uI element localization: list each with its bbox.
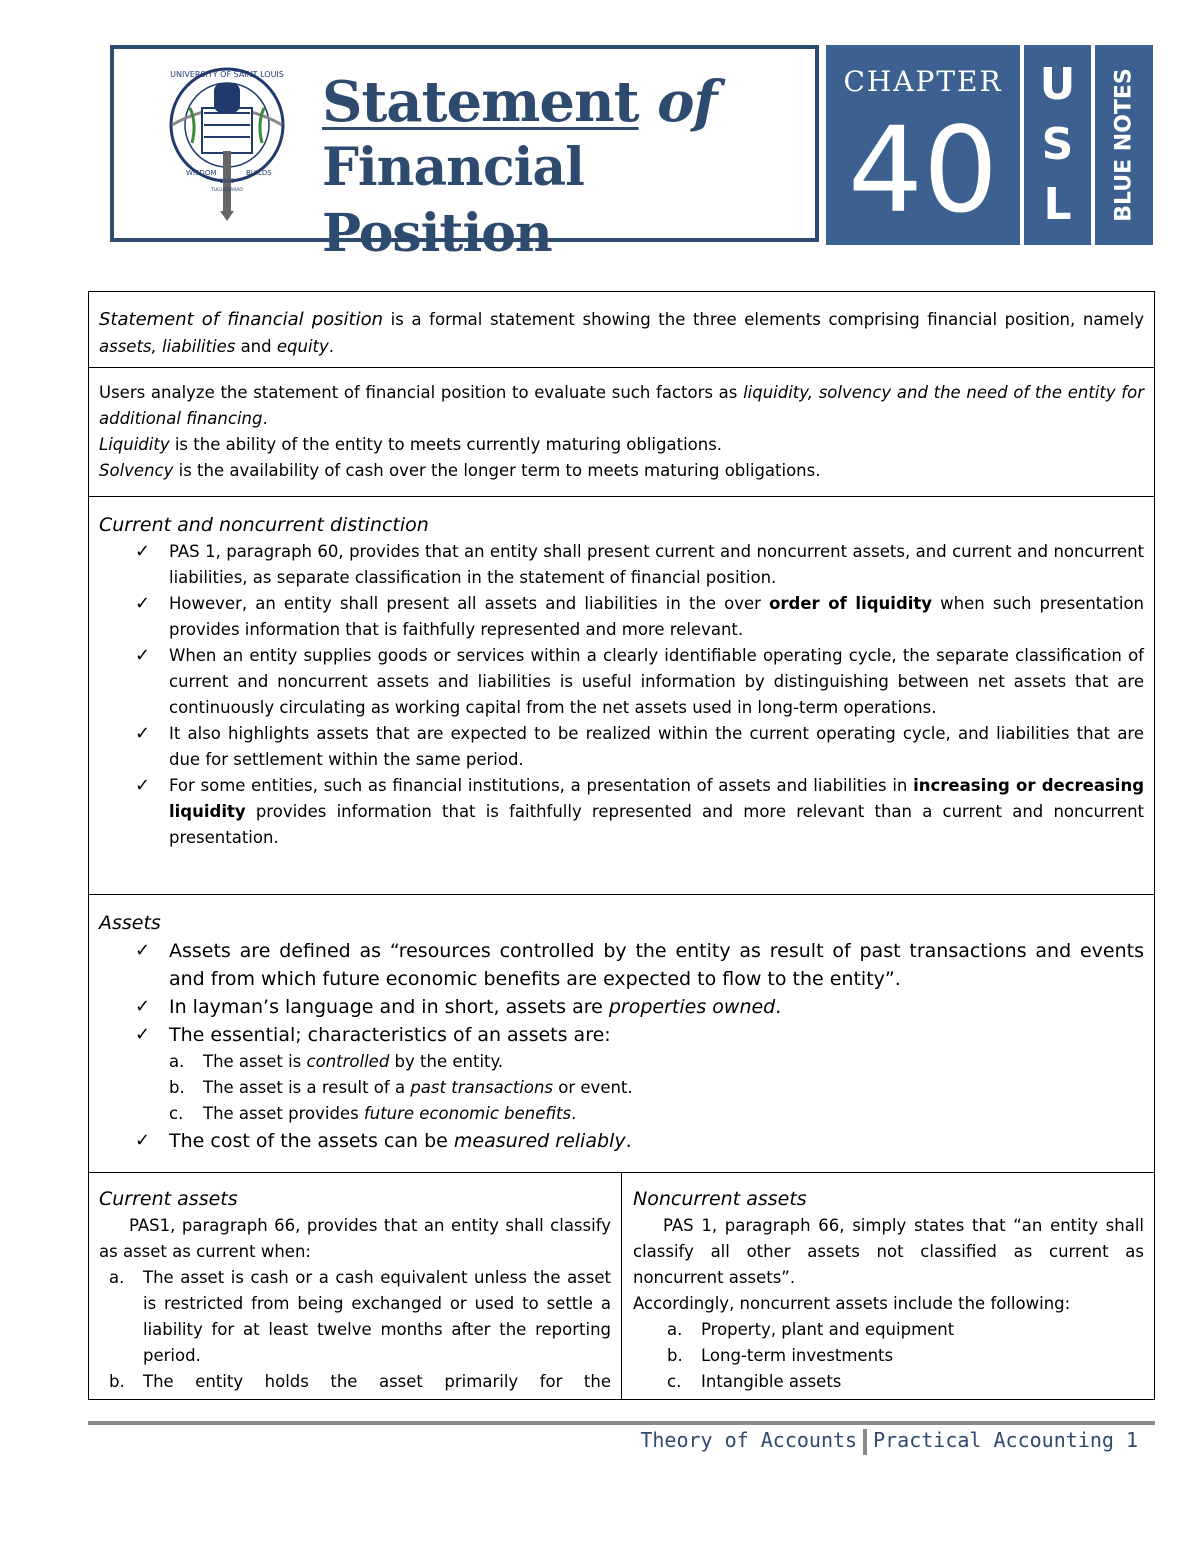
usl-badge	[1024, 45, 1091, 245]
usl-letter-u: U	[1039, 59, 1076, 110]
checkmark-icon: ✓	[135, 996, 151, 1017]
item-letter: a.	[169, 1052, 185, 1071]
properties-owned: properties owned	[608, 996, 776, 1018]
list-item	[135, 937, 1144, 993]
solvency-definition: is the availability of cash over the longer term to meets maturing obligations.	[173, 461, 821, 480]
checkmark-icon: ✓	[135, 1024, 151, 1045]
checkmark-icon: ✓	[135, 1130, 151, 1151]
list-item	[135, 1127, 1144, 1155]
row-divider	[89, 894, 1154, 895]
item-letter: a.	[667, 1320, 683, 1339]
title-word-statement: Statement	[322, 69, 639, 135]
list-item	[135, 773, 1144, 851]
svg-text:WISDOM: WISDOM	[186, 169, 217, 177]
chapter-label: CHAPTER	[843, 65, 1003, 98]
list-item	[135, 721, 1144, 773]
footer-subject: Theory of Accounts	[640, 1428, 858, 1452]
item-letter: c.	[667, 1372, 682, 1391]
list-item	[135, 1021, 1144, 1127]
period: .	[262, 409, 268, 428]
solvency-term: Solvency	[99, 461, 174, 480]
current-assets-list	[99, 1265, 611, 1395]
row-divider	[89, 367, 1154, 368]
item-text: Long-term investments	[701, 1346, 894, 1365]
row-divider	[89, 496, 1154, 497]
item-text: Assets are defined as “resources controlled by the entity as result of past transactions and events and from which future economic benefits are expected to flow to the entity”.	[169, 940, 1144, 990]
section-heading: Current assets	[99, 1188, 238, 1210]
liquidity-definition: is the ability of the entity to meets currently maturing obligations.	[169, 435, 723, 454]
term-statement: Statement of financial position	[99, 309, 384, 330]
section-heading: Assets	[99, 912, 161, 934]
item-text: The asset is a result of a	[203, 1078, 411, 1097]
period: .	[625, 1130, 632, 1152]
checkmark-icon: ✓	[135, 775, 151, 796]
checkmark-icon: ✓	[135, 645, 151, 666]
item-letter: c.	[169, 1104, 184, 1123]
list-item	[135, 993, 1144, 1021]
item-text: However, an entity shall present all assets and liabilities in the over	[169, 594, 770, 613]
and-text: and	[235, 337, 277, 356]
characteristics-list	[169, 1049, 1144, 1127]
item-text: The asset is	[203, 1052, 307, 1071]
item-text: when such presentation provides information that is faithfully represented and more relevant.	[169, 594, 1144, 639]
list-item	[135, 643, 1144, 721]
item-text: Intangible assets	[701, 1372, 842, 1391]
page-title	[322, 69, 815, 267]
order-of-liquidity: order of liquidity	[769, 594, 933, 613]
list-item	[169, 1101, 1144, 1127]
definition-text: is a formal statement showing the three elements comprising financial position, namely	[383, 310, 1145, 329]
noncurrent-assets-column	[623, 1185, 1154, 1395]
elements-assets-liabilities: assets, liabilities	[99, 337, 236, 356]
item-text: It also highlights assets that are expected to be realized within the current operating cycle, and liabilities that are due for settlement within the same period.	[169, 724, 1144, 769]
chapter-badge	[826, 45, 1020, 245]
elements-equity: equity	[276, 337, 329, 356]
checkmark-icon: ✓	[135, 940, 151, 961]
section-heading: Noncurrent assets	[633, 1188, 807, 1210]
definition-section	[89, 306, 1154, 360]
item-text: The cost of the assets can be	[169, 1130, 454, 1152]
chapter-number: 40	[847, 101, 999, 239]
item-letter: b.	[667, 1346, 683, 1365]
item-text: by the entity.	[389, 1052, 504, 1071]
checkmark-icon: ✓	[135, 723, 151, 744]
item-text: or event.	[553, 1078, 633, 1097]
footer-course: Practical Accounting 1	[873, 1428, 1138, 1452]
item-letter: b.	[109, 1372, 125, 1391]
assets-section	[89, 909, 1154, 1155]
list-item	[135, 591, 1144, 643]
current-assets-column	[89, 1185, 621, 1395]
item-letter: b.	[169, 1078, 185, 1097]
content-table	[88, 291, 1155, 1400]
noncurrent-assets-line: Accordingly, noncurrent assets include the following:	[633, 1294, 1071, 1313]
checkmark-icon: ✓	[135, 541, 151, 562]
noncurrent-assets-list	[633, 1317, 1144, 1395]
svg-text:1963: 1963	[219, 178, 235, 185]
list-item	[109, 1369, 611, 1395]
item-emphasis: controlled	[306, 1052, 390, 1071]
checkmark-icon: ✓	[135, 593, 151, 614]
item-emphasis: past transactions	[410, 1078, 554, 1097]
footer-rule	[88, 1421, 1155, 1425]
svg-text:UNIVERSITY OF SAINT LOUIS: UNIVERSITY OF SAINT LOUIS	[170, 70, 284, 79]
usl-letter-l: L	[1043, 179, 1072, 230]
blue-notes-label: BLUE NOTES	[1111, 68, 1137, 222]
users-text: Users analyze the statement of financial position to evaluate such factors as	[99, 383, 744, 402]
item-text: The asset is cash or a cash equivalent unless the asset is restricted from being exchanged or used to settle a liability for at least twelve months after the reporting period.	[143, 1268, 611, 1365]
assets-list	[99, 937, 1144, 1155]
increasing-or-decreasing-liquidity: increasing or decreasing liquidity	[169, 776, 1144, 821]
item-text: The asset provides	[203, 1104, 364, 1123]
column-divider	[621, 1172, 622, 1399]
item-text: provides information that is faithfully represented and more relevant than a current and noncurrent presentation.	[169, 802, 1144, 847]
page-footer	[88, 1428, 1138, 1455]
users-section	[89, 380, 1154, 484]
item-text: The essential; characteristics of an assets are:	[169, 1024, 611, 1046]
item-letter: a.	[109, 1268, 125, 1287]
title-line-2: Financial Position	[322, 137, 584, 264]
distinction-list	[99, 539, 1144, 851]
usl-letter-s: S	[1041, 119, 1074, 170]
footer-separator	[863, 1429, 867, 1455]
list-item	[667, 1343, 1144, 1369]
list-item	[667, 1369, 1144, 1395]
title-word-of: of	[657, 69, 717, 135]
item-text: PAS 1, paragraph 60, provides that an entity shall present current and noncurrent assets, and current and noncurrent liabilities, as separate classification in the statement of financial position.	[169, 542, 1144, 587]
university-seal-logo	[162, 63, 292, 223]
blue-notes-badge	[1095, 45, 1153, 245]
users-factors: liquidity, solvency and the need of the entity for additional financing	[99, 383, 1144, 428]
svg-text:TUGUEGARAO: TUGUEGARAO	[211, 188, 243, 193]
item-text: Property, plant and equipment	[701, 1320, 955, 1339]
list-item	[667, 1317, 1144, 1343]
noncurrent-assets-intro: PAS 1, paragraph 66, simply states that “an entity shall classify all other assets not classified as current as noncurrent assets”.	[633, 1216, 1144, 1287]
distinction-section	[89, 511, 1154, 851]
item-emphasis: future economic benefits	[363, 1104, 572, 1123]
measured-reliably: measured reliably	[453, 1130, 626, 1152]
item-text: In layman’s language and in short, assets are	[169, 996, 609, 1018]
svg-text:BUILDS: BUILDS	[246, 169, 272, 177]
list-item	[169, 1075, 1144, 1101]
item-text: When an entity supplies goods or services within a clearly identifiable operating cycle, the separate classification of current and noncurrent assets and liabilities is useful information by distinguishing between net assets that are continuously circulating as working capital from the net assets used in long-term operations.	[169, 646, 1144, 717]
current-assets-intro: PAS1, paragraph 66, provides that an entity shall classify as asset as current when:	[99, 1216, 611, 1261]
item-text: For some entities, such as financial institutions, a presentation of assets and liabilities in	[169, 776, 914, 795]
item-text: The entity holds the asset primarily for the	[143, 1372, 611, 1391]
list-item	[169, 1049, 1144, 1075]
period: .	[775, 996, 782, 1018]
list-item	[135, 539, 1144, 591]
list-item	[109, 1265, 611, 1369]
period: .	[328, 337, 335, 356]
liquidity-term: Liquidity	[99, 435, 170, 454]
item-text: .	[571, 1104, 577, 1123]
section-heading: Current and noncurrent distinction	[99, 514, 429, 536]
title-banner	[110, 45, 819, 264]
